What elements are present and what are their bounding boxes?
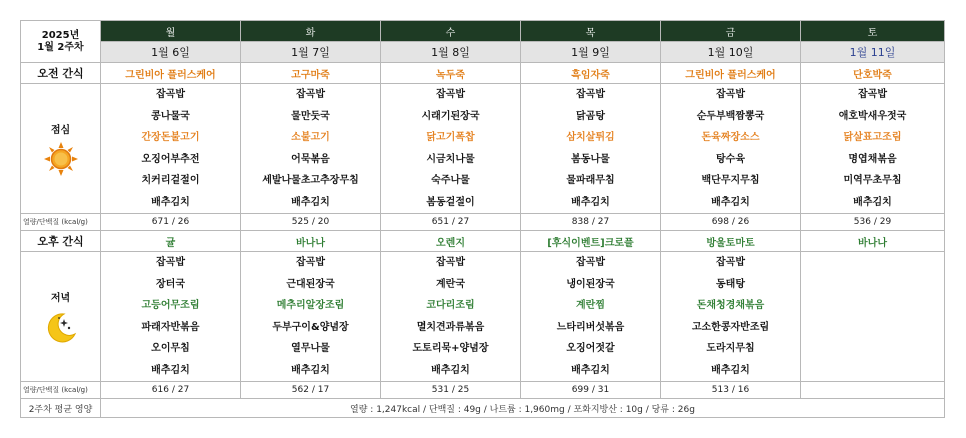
lunch-sat — [801, 84, 945, 214]
afternoon-snack-wed: 오렌지 — [381, 231, 521, 252]
dinner-nutrition-thu: 699 / 31 — [521, 382, 661, 399]
menu-item: 돈육짜장소스 — [701, 132, 760, 143]
date-thu: 1월 9일 — [521, 42, 661, 63]
morning-snack-label: 오전 간식 — [21, 63, 101, 84]
date-wed: 1월 8일 — [381, 42, 521, 63]
afternoon-snack-sat: 바나나 — [801, 231, 945, 252]
dinner-nutrition-row — [21, 382, 945, 399]
dinner-tue — [241, 252, 381, 382]
dinner-nutrition-wed: 531 / 25 — [381, 382, 521, 399]
date-tue: 1월 7일 — [241, 42, 381, 63]
menu-item: 배추김치 — [853, 196, 892, 208]
meal-plan-table — [20, 20, 945, 418]
afternoon-snack-row — [21, 231, 945, 252]
menu-item: 봄동나물 — [571, 153, 610, 165]
lunch-menu-row — [21, 84, 945, 214]
lunch-mon — [101, 84, 241, 214]
menu-item: 치커리겉절이 — [141, 175, 200, 186]
afternoon-snack-thu: [후식이벤트]크로플 — [521, 231, 661, 252]
morning-snack-row — [21, 63, 945, 84]
dinner-nutrition-mon: 616 / 27 — [101, 382, 241, 399]
day-name-sat: 토 — [801, 21, 945, 42]
date-row — [21, 42, 945, 63]
menu-item: 시금치나물 — [426, 153, 475, 165]
menu-item: 간장돈불고기 — [141, 132, 200, 143]
menu-item: 잡곡밥 — [296, 257, 325, 268]
menu-item: 닭살표고조림 — [843, 132, 902, 143]
menu-item: 물만둣국 — [291, 110, 330, 122]
menu-item: 돈채청경채볶음 — [696, 300, 765, 311]
menu-item: 배추김치 — [711, 364, 750, 376]
week-text: 1월 2주차 — [37, 41, 84, 53]
menu-item: 배추김치 — [151, 364, 190, 376]
menu-item: 닭곰탕 — [576, 110, 605, 122]
menu-item: 잡곡밥 — [156, 257, 185, 268]
menu-item: 명엽채볶음 — [848, 153, 897, 165]
date-mon: 1월 6일 — [101, 42, 241, 63]
lunch-nutrition-tue: 525 / 20 — [241, 214, 381, 231]
menu-item: 배추김치 — [151, 196, 190, 208]
menu-item: 시래기된장국 — [421, 110, 480, 122]
menu-item: 순두부백짬뽕국 — [696, 110, 765, 122]
lunch-nutrition-thu: 838 / 27 — [521, 214, 661, 231]
menu-item: 탕수육 — [716, 153, 745, 165]
dinner-nutrition-label: 열량/단백질 (kcal/g) — [21, 382, 101, 399]
morning-snack-sat: 단호박죽 — [801, 63, 945, 84]
date-sat: 1월 11일 — [801, 42, 945, 63]
menu-item: 열무나물 — [291, 343, 330, 354]
day-name-row — [21, 21, 945, 42]
morning-snack-wed: 녹두죽 — [381, 63, 521, 84]
dinner-label-cell — [21, 252, 101, 382]
menu-item: 근대된장국 — [286, 278, 335, 290]
menu-item: 냉이된장국 — [566, 278, 615, 290]
lunch-thu — [521, 84, 661, 214]
menu-item: 느타리버섯볶음 — [556, 321, 625, 333]
menu-item: 계란국 — [436, 278, 465, 290]
menu-item: 오이무침 — [151, 343, 190, 354]
menu-item: 멸치견과류볶음 — [416, 321, 485, 333]
menu-item: 파래자반볶음 — [141, 321, 200, 333]
menu-item: 배추김치 — [431, 364, 470, 376]
menu-item: 잡곡밥 — [716, 257, 745, 268]
lunch-fri — [661, 84, 801, 214]
menu-item: 배추김치 — [711, 196, 750, 208]
menu-item: 애호박새우젓국 — [838, 110, 907, 122]
menu-item: 잡곡밥 — [156, 89, 185, 100]
menu-item: 닭고기폭찹 — [426, 132, 475, 143]
dinner-nutrition-sat — [801, 382, 945, 399]
menu-item: 고등어무조림 — [141, 300, 200, 311]
menu-item: 어묵볶음 — [291, 153, 330, 165]
day-name-tue: 화 — [241, 21, 381, 42]
afternoon-snack-tue: 바나나 — [241, 231, 381, 252]
sun-icon — [21, 142, 100, 176]
menu-item: 삼치살튀김 — [566, 132, 615, 143]
menu-item: 백단무지무침 — [701, 175, 760, 186]
menu-item: 계란찜 — [576, 300, 605, 311]
lunch-nutrition-mon: 671 / 26 — [101, 214, 241, 231]
afternoon-snack-fri: 방울토마토 — [661, 231, 801, 252]
menu-item: 잡곡밥 — [576, 257, 605, 268]
lunch-nutrition-fri: 698 / 26 — [661, 214, 801, 231]
menu-item: 잡곡밥 — [716, 89, 745, 100]
summary-text: 열량 : 1,247kcal / 단백질 : 49g / 나트륨 : 1,960mg / 포화지방산 : 10g / 당류 : 26g — [101, 399, 945, 418]
morning-snack-fri: 그린비아 플러스케어 — [661, 63, 801, 84]
menu-item: 장터국 — [156, 278, 185, 290]
menu-item: 물파래무침 — [566, 175, 615, 186]
menu-item: 오징어부추전 — [141, 153, 200, 165]
menu-item: 코다리조림 — [426, 300, 475, 311]
lunch-nutrition-label: 열량/단백질 (kcal/g) — [21, 214, 101, 231]
dinner-menu-row — [21, 252, 945, 382]
lunch-tue — [241, 84, 381, 214]
lunch-label: 점심 — [50, 125, 71, 136]
summary-row — [21, 399, 945, 418]
lunch-nutrition-wed: 651 / 27 — [381, 214, 521, 231]
afternoon-snack-mon: 귤 — [101, 231, 241, 252]
dinner-label: 저녁 — [50, 293, 71, 304]
lunch-nutrition-sat: 536 / 29 — [801, 214, 945, 231]
morning-snack-mon: 그린비아 플러스케어 — [101, 63, 241, 84]
dinner-sat — [801, 252, 945, 382]
menu-item: 동태탕 — [716, 278, 745, 290]
lunch-wed — [381, 84, 521, 214]
menu-item: 소불고기 — [291, 132, 330, 143]
lunch-nutrition-row — [21, 214, 945, 231]
menu-item: 오징어젓갈 — [566, 343, 615, 354]
menu-item: 도토리묵+양념장 — [412, 343, 489, 354]
morning-snack-thu: 흑임자죽 — [521, 63, 661, 84]
day-name-thu: 목 — [521, 21, 661, 42]
dinner-thu — [521, 252, 661, 382]
menu-item: 배추김치 — [291, 196, 330, 208]
menu-item: 잡곡밥 — [858, 89, 887, 100]
menu-item: 봄동겉절이 — [426, 196, 475, 208]
morning-snack-tue: 고구마죽 — [241, 63, 381, 84]
date-fri: 1월 10일 — [661, 42, 801, 63]
year-text: 2025년 — [41, 29, 80, 41]
menu-item: 도라지무침 — [706, 343, 755, 354]
menu-item: 잡곡밥 — [436, 89, 465, 100]
menu-item: 숙주나물 — [431, 175, 470, 186]
menu-item: 고소한콩자반조림 — [691, 321, 770, 333]
menu-item: 미역무초무침 — [843, 175, 902, 186]
menu-item: 잡곡밥 — [576, 89, 605, 100]
week-label — [21, 21, 101, 63]
lunch-label-cell — [21, 84, 101, 214]
meal-plan-table-wrapper — [20, 20, 945, 418]
day-name-wed: 수 — [381, 21, 521, 42]
menu-item: 잡곡밥 — [296, 89, 325, 100]
day-name-fri: 금 — [661, 21, 801, 42]
menu-item: 배추김치 — [571, 364, 610, 376]
menu-item: 메추리알장조림 — [276, 300, 345, 311]
day-name-mon: 월 — [101, 21, 241, 42]
dinner-mon — [101, 252, 241, 382]
moon-icon — [21, 310, 100, 344]
menu-item: 배추김치 — [291, 364, 330, 376]
dinner-wed — [381, 252, 521, 382]
menu-item: 세발나물초고추장무침 — [262, 175, 359, 186]
afternoon-snack-label: 오후 간식 — [21, 231, 101, 252]
menu-item: 두부구이&양념장 — [272, 321, 349, 333]
dinner-fri — [661, 252, 801, 382]
dinner-nutrition-tue: 562 / 17 — [241, 382, 381, 399]
dinner-nutrition-fri: 513 / 16 — [661, 382, 801, 399]
summary-label: 2주차 평균 영양 — [21, 399, 101, 418]
menu-item: 배추김치 — [571, 196, 610, 208]
menu-item: 콩나물국 — [151, 110, 190, 122]
menu-item: 잡곡밥 — [436, 257, 465, 268]
